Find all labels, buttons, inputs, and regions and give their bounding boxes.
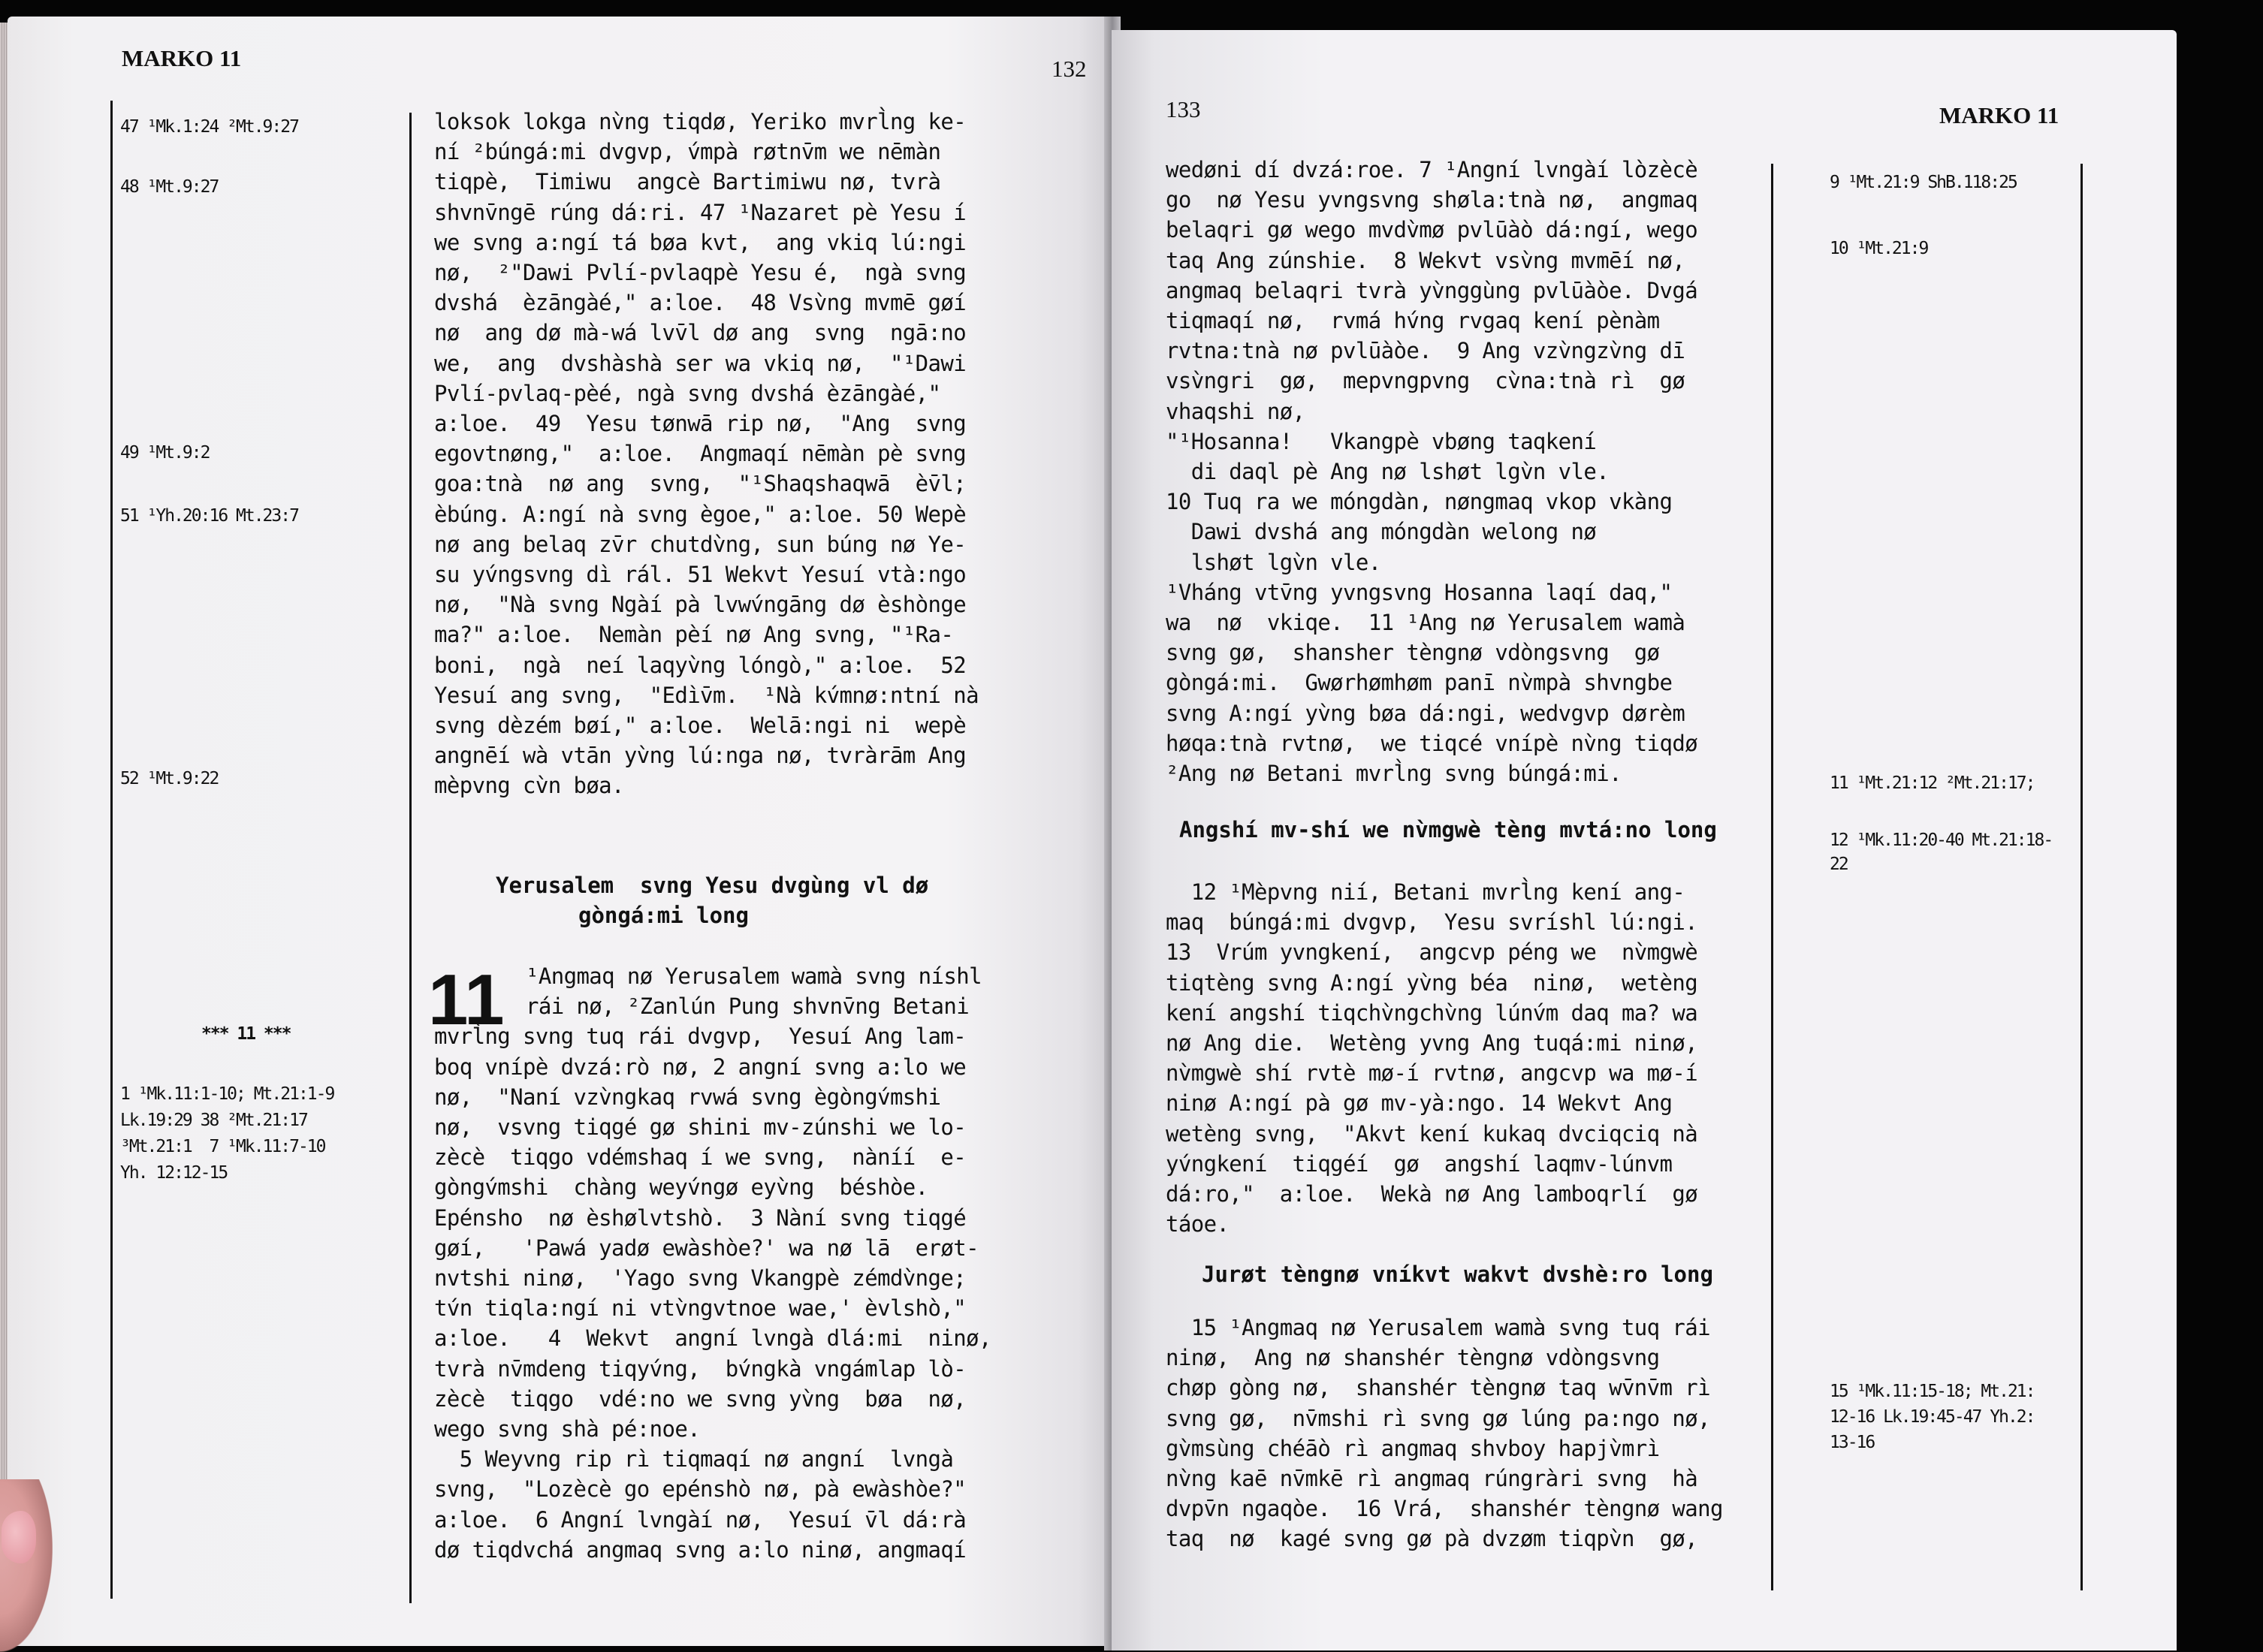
text-line: dø tiqdvchá angmaq svng a:lo ninø, angmaqí (434, 1536, 967, 1563)
text-line: shvnv̄ngē rúng dá:ri. 47 ¹Nazaret pè Yesu í (434, 199, 967, 225)
right-margin-rule (2080, 164, 2083, 1590)
text-line: wego svng shà pé:noe. (434, 1416, 701, 1442)
text-line: svng A:ngí yv̀ng bøa dá:ngi, wedvgvp dørèm (1166, 700, 1685, 726)
text-line: we, ang dvshàshà ser wa vkiq nø, "¹Dawi (434, 350, 967, 376)
text-line: ní ²búngá:mi dvgvp, v́mpà røtnv̄m we nēmàn (434, 139, 941, 165)
text-line: a:loe. 49 Yesu tønwā rip nø, "Ang svng (434, 411, 967, 436)
text-line: ²Ang nø Betani mvrl̀ng svng búngá:mi. (1166, 761, 1622, 786)
text-line: ninø, Ang nø shanshér tèngnø vdòngsvng (1166, 1345, 1660, 1371)
text-line: 15 ¹Angmaq nø Yerusalem wamà svng tuq rái (1166, 1315, 1710, 1340)
text-line: gøí, 'Pawá yadø ewàshòe?' wa nø lā erøt- (434, 1234, 979, 1261)
text-line: gv̀msùng chéāò rì angmaq shvboy hapjv̀mrì (1166, 1435, 1660, 1461)
text-line: vhaqshi nø, (1166, 398, 1305, 424)
text-line: mèpvng cv̀n bøa. (434, 773, 624, 799)
margin-ref: 51 ¹Yh.20:16 Mt.23:7 (120, 506, 298, 526)
right-running-header: MARKO 11 (1939, 102, 2059, 128)
text-line: 10 Tuq ra we móngdàn, nøngmaq vkop vkàng (1166, 489, 1673, 515)
text-line: angmaq belaqri tvrà yv̀nggùng pvlūàòe. Dvgá (1166, 277, 1698, 303)
thumb (0, 1479, 53, 1652)
margin-ref: 15 ¹Mk.11:15-18; Mt.21: (1830, 1382, 2035, 1401)
text-line: tiqmaqí nø, rvmá hv́ng rvgaq kení pènàm (1166, 308, 1660, 333)
margin-ref: 52 ¹Mt.9:22 (120, 769, 219, 788)
section-heading: gòngá:mi long (578, 903, 749, 928)
margin-ref: 9 ¹Mt.21:9 ShB.118:25 (1830, 173, 2017, 192)
text-line: a:loe. 6 Angní lvngàí nø, Yesuí v̄l dá:rà (434, 1506, 967, 1533)
margin-ref: 1 ¹Mk.11:1-10; Mt.21:1-9 (120, 1084, 334, 1104)
text-line: wetèng svng, "Akvt kení kukaq dvciqciq nà (1166, 1120, 1698, 1147)
text-line: wa nø vkiqe. 11 ¹Ang nø Yerusalem wamà (1166, 610, 1685, 635)
text-line: tiqtèng svng A:ngí yv̀ng béa ninø, wetèng (1166, 969, 1698, 996)
text-line: ma?" a:loe. Nemàn pèí nø Ang svng, "¹Ra- (434, 622, 954, 648)
text-line: a:loe. 4 Wekvt angní lvngà dlá:mi ninø, (434, 1325, 991, 1352)
text-line: Epénsho nø èshølvtshò. 3 Nàní svng tiqgé (434, 1204, 967, 1231)
text-line: rái nø, ²Zanlún Pung shvnv̄ng Betani (526, 993, 970, 1020)
text-line: maq búngá:mi dvgvp, Yesu svríshl lú:ngi. (1166, 909, 1698, 936)
chapter-marker: *** 11 *** (201, 1024, 291, 1044)
text-line: taq Ang zúnshie. 8 Wekvt vsv̀ng mvmēí nø, (1166, 247, 1685, 273)
text-line: mvrl̀ng svng tuq rái dvgvp, Yesuí Ang lam- (434, 1023, 967, 1050)
text-line: tiqpè, Timiwu angcè Bartimiwu nø, tvrà (434, 169, 941, 195)
text-line: lshøt lgv̀n vle. (1166, 549, 1381, 575)
text-line: wedøni dí dvzá:roe. 7 ¹Angní lvngàí lòzècè (1166, 157, 1698, 182)
text-line: dvshá èzāngàé," a:loe. 48 Vsv̀ng mvmē gøí (434, 290, 967, 316)
text-line: Dawi dvshá ang móngdàn welong nø (1166, 519, 1597, 545)
text-line: "¹Hosanna! Vkangpè vbøng taqkení (1166, 428, 1597, 454)
margin-ref: 48 ¹Mt.9:27 (120, 177, 219, 197)
text-line: chøp gòng nø, shanshér tèngnø taq wv̄nv̄m rì (1166, 1375, 1710, 1401)
text-line: zècè tiqgo vdé:no we svng yv̀ng bøa nø, (434, 1385, 967, 1412)
text-line: 5 Weyvng rip rì tiqmaqí nø angní lvngà (434, 1446, 954, 1473)
section-heading: Jurøt tèngnø vníkvt wakvt dvshè:ro long (1202, 1262, 1713, 1287)
text-line: nø, ²"Dawi Pvlí-pvlaqpè Yesu é, ngà svng (434, 260, 967, 285)
right-page (1112, 30, 2177, 1650)
text-line: boni, ngà neí laqyv̀ng lóngò," a:loe. 52 (434, 652, 967, 678)
margin-ref: 12 ¹Mk.11:20-40 Mt.21:18- (1830, 831, 2053, 850)
text-line: ninø A:ngí pà gø mv-yà:ngo. 14 Wekvt Ang (1166, 1090, 1673, 1117)
section-heading: Angshí mv-shí we nv̀mgwè tèng mvtá:no long (1179, 817, 1717, 843)
text-line: ¹Angmaq nø Yerusalem wamà svng níshl (526, 963, 982, 989)
text-line: dá:ro," a:loe. Wekà nø Ang lamboqrlí gø (1166, 1181, 1698, 1207)
thumbnail (2, 1511, 36, 1563)
text-line: di daql pè Ang nø lshøt lgv̀n vle. (1166, 459, 1610, 484)
text-line: nø Ang die. Wetèng yvng Ang tuqá:mi ninø, (1166, 1030, 1698, 1056)
text-line: svng dèzém bøí," a:loe. Welā:ngi ni wepè (434, 713, 967, 738)
text-line: we svng a:ngí tá bøa kvt, ang vkiq lú:ngi (434, 229, 967, 255)
text-line: angnēí wà vtān yv̀ng lú:nga nø, tvràrām Ang (434, 743, 967, 769)
left-column-rule (409, 113, 412, 1603)
chapter-number: 11 (428, 960, 505, 1040)
left-page-number: 132 (1052, 56, 1087, 82)
margin-ref: 22 (1830, 855, 1848, 874)
text-line: nø, "Naní vzv̀ngkaq rvwá svng ègòngv́mshi (434, 1084, 941, 1110)
text-line: boq vnípè dvzá:rò nø, 2 angní svng a:lo we (434, 1054, 967, 1080)
text-line: belaqri gø wego mvdv̀mø pvlūàò dá:ngí, wego (1166, 217, 1698, 243)
text-line: nø ang dø mà-wá lvv̄l dø ang svng ngā:no (434, 320, 967, 346)
text-line: vsv̀ngri gø, mepvngpvng cv̀na:tnà rì gø (1166, 368, 1685, 394)
text-line: goa:tnà nø ang svng, "¹Shaqshaqwā èv̄l; (434, 471, 967, 497)
text-line: svng gø, nv̄mshi rì svng gø lúng pa:ngo nø, (1166, 1405, 1710, 1431)
text-line: nø, vsvng tiqgé gø shini mv-zúnshi we lo- (434, 1114, 967, 1140)
text-line: rvtna:tnà nø pvlūàòe. 9 Ang vzv̀ngzv̀ng dī (1166, 338, 1685, 364)
left-running-header: MARKO 11 (122, 45, 242, 71)
text-line: táoe. (1166, 1211, 1230, 1237)
margin-ref: 10 ¹Mt.21:9 (1830, 239, 1928, 258)
text-line: egovtnøng," a:loe. Angmaqí nēmàn pè svng (434, 441, 967, 467)
left-margin-rule (110, 101, 113, 1599)
margin-ref: Lk.19:29 38 ²Mt.21:17 (120, 1111, 307, 1130)
section-heading: Yerusalem svng Yesu dvgùng vl dø (496, 873, 929, 898)
text-line: svng gø, shansher tèngnø vdòngsvng gø (1166, 640, 1660, 666)
margin-ref: 49 ¹Mt.9:2 (120, 443, 210, 463)
text-line: nø ang belaq zv̄r chutdv̀ng, sun búng nø Ye- (434, 531, 967, 557)
margin-ref: ³Mt.21:1 7 ¹Mk.11:7-10 (120, 1137, 325, 1156)
text-line: taq nø kagé svng gø pà dvzøm tiqpv̀n gø, (1166, 1526, 1698, 1552)
text-line: nv̀ng kaē nv̄mkē rì angmaq rúngràri svng hà (1166, 1466, 1698, 1491)
left-page (8, 17, 1112, 1646)
text-line: nvtshi ninø, 'Yago svng Vkangpè zémdv̀nge; (434, 1265, 967, 1291)
text-line: ¹Vháng vtv̄ng yvngsvng Hosanna laqí daq," (1166, 579, 1673, 605)
text-line: dvpv̄n ngaqòe. 16 Vrá, shanshér tèngnø wang (1166, 1496, 1723, 1522)
text-line: svng, "Lozècè go epénshò nø, pà ewàshòe?" (434, 1476, 967, 1503)
text-line: Pvlí-pvlaq-pèé, ngà svng dvshá èzāngàé," (434, 380, 941, 406)
text-line: 13 Vrúm yvngkení, angcvp péng we nv̀mgwè (1166, 939, 1698, 966)
text-line: loksok lokga nv̀ng tiqdø, Yeriko mvrl̀ng ke- (434, 109, 967, 134)
right-column-rule (1771, 164, 1773, 1590)
text-line: èbúng. A:ngí nà svng ègoe," a:loe. 50 Wepè (434, 501, 967, 527)
margin-ref: 47 ¹Mk.1:24 ²Mt.9:27 (120, 117, 298, 137)
text-line: Yesuí ang svng, "Edìv̄m. ¹Nà kv́mnø:ntní nà (434, 682, 979, 708)
text-line: gòngv́mshi chàng weyv́ngø eyv̀ng béshòe. (434, 1174, 928, 1201)
margin-ref: 12-16 Lk.19:45-47 Yh.2: (1830, 1407, 2035, 1427)
text-line: tvrà nv̄mdeng tiqyv́ng, bv́ngkà vngámlap lò- (434, 1355, 967, 1382)
text-line: tv́n tiqla:ngí ni vtv̀ngvtnoe wae,' èvlshò," (434, 1295, 967, 1322)
text-line: go nø Yesu yvngsvng shøla:tnà nø, angmaq (1166, 187, 1698, 213)
margin-ref: 13-16 (1830, 1433, 1875, 1452)
margin-ref: 11 ¹Mt.21:12 ²Mt.21:17; (1830, 773, 2035, 793)
right-page-number: 133 (1166, 96, 1201, 122)
text-line: zècè tiqgo vdémshaq í we svng, nàníí e- (434, 1144, 967, 1171)
margin-ref: Yh. 12:12-15 (120, 1163, 228, 1183)
text-line: gòngá:mi. Gwørhømhøm panī nv̀mpà shvngbe (1166, 670, 1673, 696)
text-line: høqa:tnà rvtnø, we tiqcé vnípè nv̀ng tiqdø (1166, 730, 1698, 756)
text-line: su yv́ngsvng dì rál. 51 Wekvt Yesuí vtà:ngo (434, 562, 967, 587)
text-line: 12 ¹Mèpvng nií, Betani mvrl̀ng kení ang- (1166, 879, 1685, 905)
text-line: yv́ngkení tiqgéí gø angshí laqmv-lúnvm (1166, 1150, 1673, 1177)
text-line: nv̀mgwè shí rvtè mø-í rvtnø, angcvp wa mø-í (1166, 1060, 1698, 1087)
text-line: kení angshí tiqchv̀ngchv̀ng lúnv́m daq ma? wa (1166, 999, 1698, 1026)
text-line: nø, "Nà svng Ngàí pà lvwv́ngāng dø èshònge (434, 592, 967, 618)
